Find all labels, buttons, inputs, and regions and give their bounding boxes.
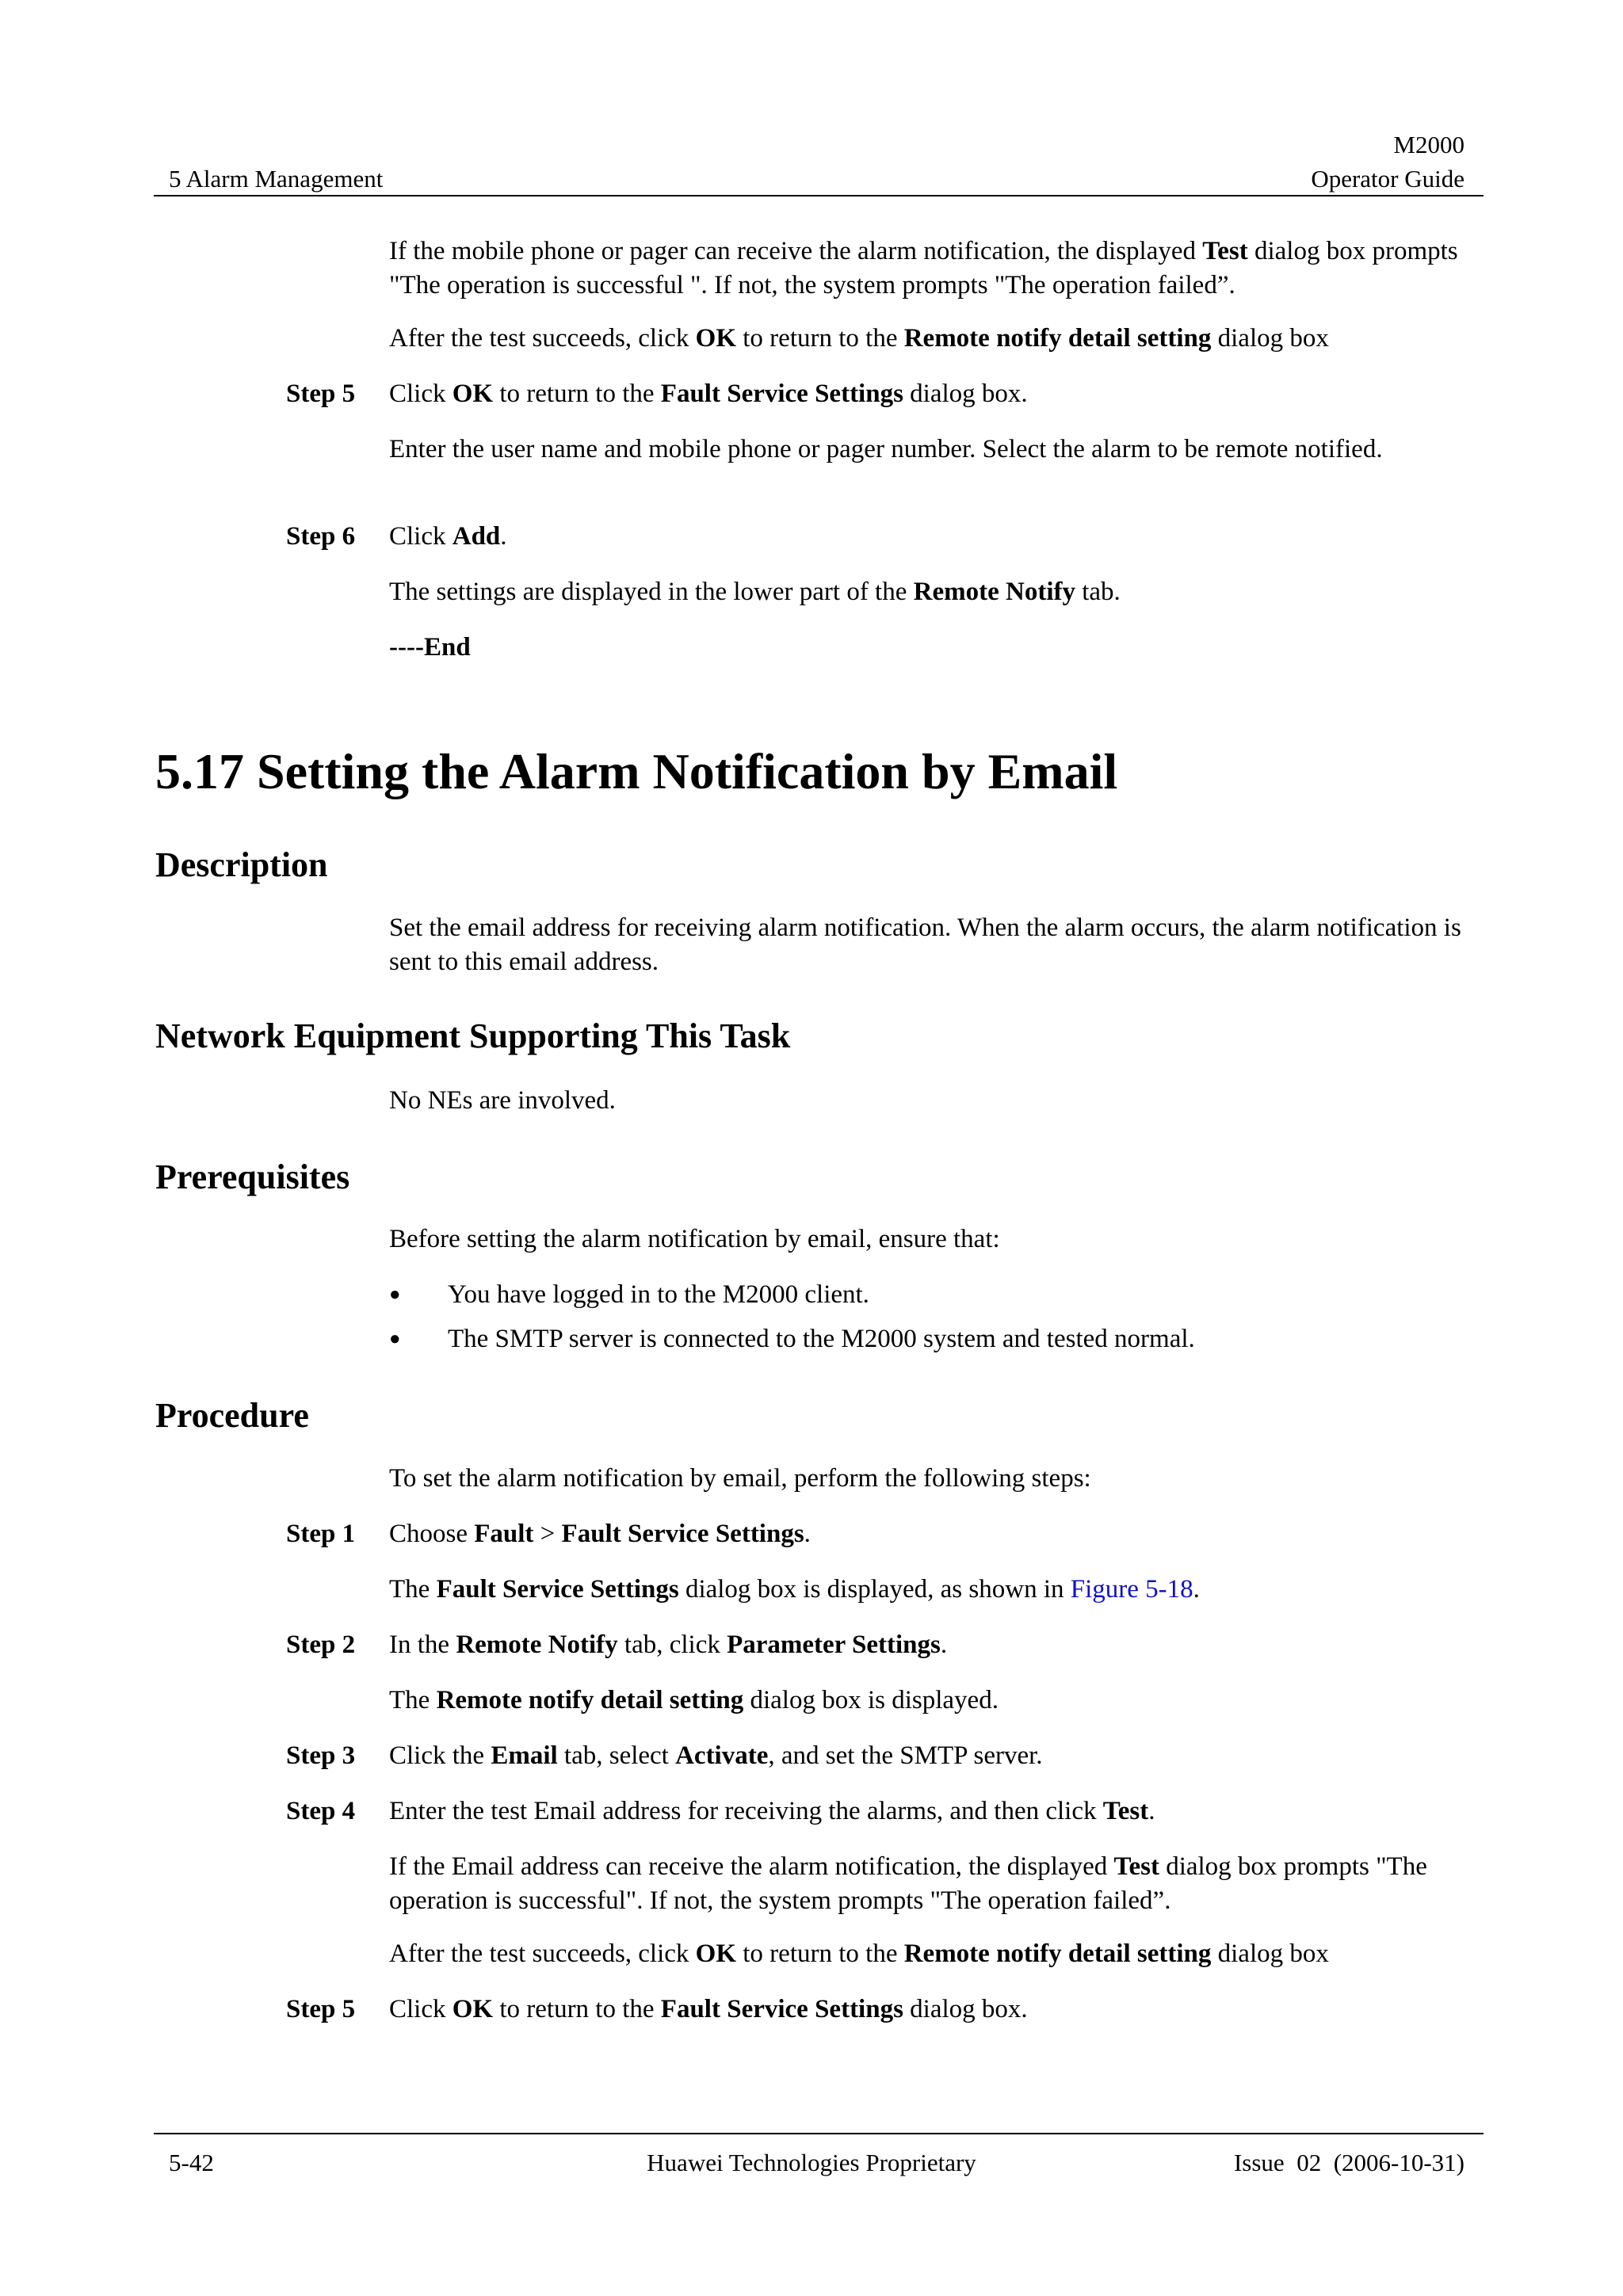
footer-page-number: 5-42: [169, 2149, 214, 2176]
step-1-label: Step 1: [286, 1520, 356, 1548]
bullet-icon: ●: [389, 1329, 401, 1349]
step-3-text: Click the Email tab, select Activate, and set the SMTP server.: [389, 1741, 1043, 1770]
top-step-5-label: Step 5: [286, 379, 356, 408]
prereq-heading: Prerequisites: [155, 1158, 350, 1196]
top-step-5-note: Enter the user name and mobile phone or pager number. Select the alarm to be remote notified.: [389, 435, 1383, 463]
list-item: [389, 1278, 1483, 1312]
step-2-text: In the Remote Notify tab, click Parameter Settings.: [389, 1630, 948, 1659]
step-2-note: The Remote notify detail setting dialog box is displayed.: [389, 1686, 999, 1714]
step-2-label: Step 2: [286, 1630, 356, 1659]
header-guide: Operator Guide: [1311, 165, 1465, 193]
description-text: Set the email address for receiving alarm notification. When the alarm occurs, the alarm notification is sent to this email address.: [389, 913, 1461, 976]
header-rule: [154, 195, 1484, 196]
network-heading: Network Equipment Supporting This Task: [155, 1016, 791, 1055]
network-text: No NEs are involved.: [389, 1086, 616, 1115]
procedure-heading: Procedure: [155, 1396, 309, 1435]
step-4-note-after: After the test succeeds, click OK to return to the Remote notify detail setting dialog box: [389, 1939, 1329, 1968]
footer-rule: [154, 2133, 1484, 2134]
top-step-6-text: Click Add.: [389, 522, 507, 551]
figure-5-18-link[interactable]: Figure 5-18: [1070, 1575, 1193, 1604]
top-step-6-note: The settings are displayed in the lower part of the Remote Notify tab.: [389, 578, 1121, 606]
header-product: M2000: [1393, 131, 1465, 158]
prereq-item-2: The SMTP server is connected to the M2000 system and tested normal.: [448, 1325, 1195, 1353]
step-4-note-result: If the Email address can receive the alarm notification, the displayed Test dialog box prompts "The operation is successful". If not, the system prompts "The operation failed”.: [389, 1852, 1427, 1915]
procedure-intro: To set the alarm notification by email, perform the following steps:: [389, 1464, 1091, 1493]
step-1-note: The Fault Service Settings dialog box is displayed, as shown in Figure 5-18.: [389, 1575, 1200, 1604]
step-1-text: Choose Fault > Fault Service Settings.: [389, 1520, 811, 1548]
step-4-text: Enter the test Email address for receiving the alarms, and then click Test.: [389, 1797, 1155, 1825]
description-heading: Description: [155, 845, 328, 884]
top-paragraph-after-test: After the test succeeds, click OK to return to the Remote notify detail setting dialog box: [389, 324, 1329, 353]
list-item: [389, 1322, 1483, 1356]
header-chapter: 5 Alarm Management: [169, 165, 384, 193]
section-title: 5.17 Setting the Alarm Notification by Email: [155, 743, 1118, 799]
prereq-item-1: You have logged in to the M2000 client.: [448, 1280, 869, 1309]
prereq-intro: Before setting the alarm notification by email, ensure that:: [389, 1225, 1000, 1253]
top-step-5-text: Click OK to return to the Fault Service Settings dialog box.: [389, 379, 1028, 408]
top-paragraph-test-result: If the mobile phone or pager can receive the alarm notification, the displayed Test dialog box prompts "The operation is successful ". If not, the system prompts "The operation failed”.: [389, 237, 1458, 299]
footer-issue: Issue 02 (2006-10-31): [1233, 2149, 1465, 2176]
footer-company: Huawei Technologies Proprietary: [647, 2149, 976, 2176]
end-marker: ----End: [389, 633, 471, 662]
step-5-text: Click OK to return to the Fault Service Settings dialog box.: [389, 1995, 1028, 2023]
bullet-icon: ●: [389, 1284, 401, 1305]
step-5-label: Step 5: [286, 1995, 356, 2023]
step-3-label: Step 3: [286, 1741, 356, 1770]
step-4-label: Step 4: [286, 1797, 356, 1825]
top-step-6-label: Step 6: [286, 522, 356, 551]
